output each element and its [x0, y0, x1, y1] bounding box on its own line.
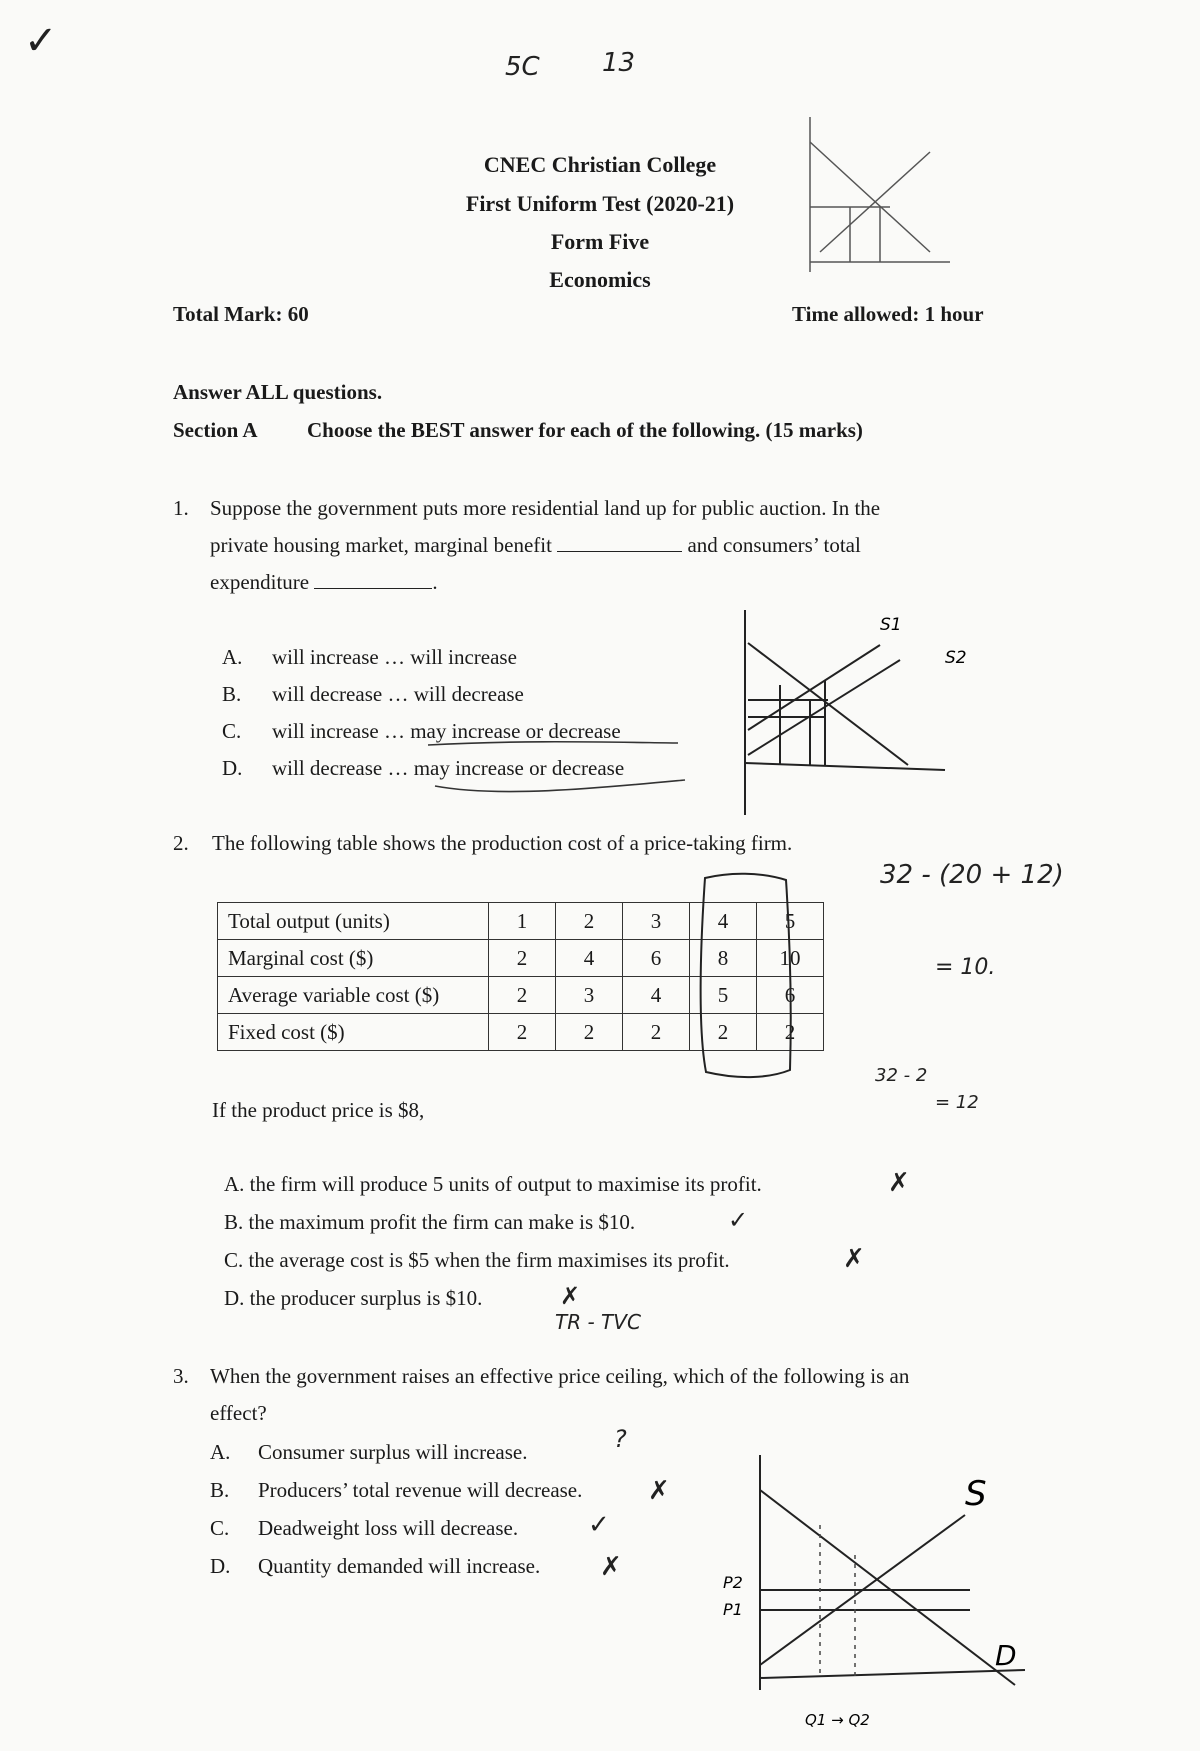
q2-option-a — [224, 1172, 762, 1197]
table-cell: 2 — [690, 1014, 757, 1051]
table-cell: 2 — [556, 903, 623, 940]
table-cell: 4 — [556, 940, 623, 977]
q3-mark-c: ✓ — [588, 1510, 610, 1540]
q1-option-d-text: will decrease … may increase or decrease — [272, 756, 625, 780]
table-cell: 2 — [489, 1014, 556, 1051]
q2-number: 2. — [173, 831, 189, 855]
table-cell: 10 — [757, 940, 824, 977]
q1-option-b-text: will decrease … will decrease — [272, 682, 524, 706]
q3-number: 3. — [173, 1364, 189, 1388]
q1-line2-start: private housing market, marginal benefit — [210, 533, 552, 557]
q2-mark-c: ✗ — [843, 1244, 865, 1274]
q2-option-b-letter: B. — [224, 1210, 244, 1234]
q1-option-c-text: will increase … may increase or decrease — [272, 719, 621, 743]
q1-option-a-text: will increase … will increase — [272, 645, 517, 669]
q1-number: 1. — [173, 496, 189, 520]
table-cell: 4 — [690, 903, 757, 940]
q2-handwritten-calc-2: = 10. — [935, 955, 996, 980]
q3-option-a — [210, 1440, 230, 1465]
q1-option-a-letter: A. — [222, 645, 243, 669]
q1-option-c-letter: C. — [222, 719, 242, 743]
table-cell: 4 — [623, 977, 690, 1014]
section-label: Section A — [173, 418, 258, 442]
q1-option-b-letter: B. — [222, 682, 242, 706]
table-cell: 3 — [556, 977, 623, 1014]
q2-handwritten-tr-tvc: TR - TVC — [555, 1310, 641, 1334]
table-row-label: Marginal cost ($) — [218, 940, 489, 977]
q2-mark-a: ✗ — [888, 1168, 910, 1198]
q2-option-c-text: the average cost is $5 when the firm maximises its profit. — [248, 1248, 730, 1272]
q2-mark-d: ✗ — [560, 1282, 581, 1310]
q2-option-d — [224, 1286, 482, 1311]
q2-option-d-letter: D. — [224, 1286, 245, 1310]
q3-option-c-text: Deadweight loss will decrease. — [258, 1516, 519, 1540]
q3-option-b-letter: B. — [210, 1478, 230, 1502]
table-cell: 2 — [623, 1014, 690, 1051]
q3-option-b-text: Producers’ total revenue will decrease. — [258, 1478, 583, 1502]
table-cell: 3 — [623, 903, 690, 940]
q2-text: The following table shows the production cost of a price-taking firm. — [212, 831, 793, 855]
table-cell: 6 — [757, 977, 824, 1014]
table-cell: 2 — [489, 940, 556, 977]
table-cell: 6 — [623, 940, 690, 977]
q3-option-a-letter: A. — [210, 1440, 231, 1464]
q3-mark-a: ? — [614, 1425, 627, 1453]
q1-line3-end: . — [432, 570, 438, 594]
q2-option-b-text: the maximum profit the firm can make is $10. — [248, 1210, 636, 1234]
q3-option-b — [210, 1478, 229, 1503]
q3-option-d-text: Quantity demanded will increase. — [258, 1554, 541, 1578]
q3-mark-b: ✗ — [648, 1476, 670, 1506]
q2-option-a-letter: A. — [224, 1172, 245, 1196]
handwritten-check-mark: ✓ — [24, 18, 58, 64]
q3-sketch-p1-label: P1 — [723, 1600, 743, 1619]
q3-option-c-letter: C. — [210, 1516, 230, 1540]
q2-handwritten-calc-1: 32 - (20 + 12) — [880, 860, 1064, 890]
q3-line2: effect? — [210, 1401, 267, 1425]
q3-sketch-s-label: S — [965, 1474, 987, 1514]
q3-option-d — [210, 1554, 230, 1579]
q2-option-c — [224, 1248, 730, 1273]
q1-sketch-s1-label: S1 — [880, 615, 902, 635]
q1-line2-end: and consumers’ total — [687, 533, 861, 557]
table-cell: 8 — [690, 940, 757, 977]
q3-sketch-d-label: D — [995, 1639, 1017, 1672]
q2-option-c-letter: C. — [224, 1248, 244, 1272]
q1-line1: Suppose the government puts more residential land up for public auction. In the — [210, 496, 881, 520]
q3-line1: When the government raises an effective price ceiling, which of the following is an — [210, 1364, 910, 1388]
table-row-label: Fixed cost ($) — [218, 1014, 489, 1051]
handwritten-score-a: 5C — [505, 52, 540, 82]
table-cell: 5 — [757, 903, 824, 940]
q3-option-d-letter: D. — [210, 1554, 231, 1578]
q2-option-d-text: the producer surplus is $10. — [249, 1286, 483, 1310]
q2-option-b — [224, 1210, 635, 1235]
table-cell: 1 — [489, 903, 556, 940]
q3-sketch-quantity-label: Q1 → Q2 — [805, 1711, 870, 1729]
q3-price-ceiling-sketch — [715, 1450, 1045, 1750]
table-row-label: Average variable cost ($) — [218, 977, 489, 1014]
q2-option-a-text: the firm will produce 5 units of output to maximise its profit. — [249, 1172, 762, 1196]
form-level: Form Five — [550, 229, 650, 254]
subject: Economics — [549, 267, 651, 292]
q2-mark-b: ✓ — [728, 1206, 749, 1234]
q3-sketch-p2-label: P2 — [723, 1573, 743, 1592]
answer-all-instruction: Answer ALL questions. — [173, 380, 383, 404]
handwritten-score-b: 13 — [602, 48, 636, 78]
q1-line3-start: expenditure — [210, 570, 310, 594]
q3-option-a-text: Consumer surplus will increase. — [258, 1440, 528, 1464]
table-cell: 2 — [489, 977, 556, 1014]
test-title: First Uniform Test (2020-21) — [465, 191, 735, 216]
table-cell: 2 — [757, 1014, 824, 1051]
q1-sketch-s2-label: S2 — [945, 648, 967, 668]
table-cell: 5 — [690, 977, 757, 1014]
table-cell: 2 — [556, 1014, 623, 1051]
time-allowed: Time allowed: 1 hour — [792, 302, 984, 326]
section-instruction: Choose the BEST answer for each of the following. (15 marks) — [307, 418, 863, 442]
q2-handwritten-calc-3: 32 - 2 — [875, 1065, 928, 1086]
q1-option-d-letter: D. — [222, 756, 243, 780]
total-mark: Total Mark: 60 — [173, 302, 309, 326]
table-row-label: Total output (units) — [218, 903, 489, 940]
q2-condition: If the product price is $8, — [212, 1098, 425, 1122]
q2-handwritten-calc-4: = 12 — [935, 1092, 979, 1113]
school-name: CNEC Christian College — [483, 152, 717, 177]
q3-mark-d: ✗ — [600, 1552, 622, 1582]
q3-option-c — [210, 1516, 229, 1541]
